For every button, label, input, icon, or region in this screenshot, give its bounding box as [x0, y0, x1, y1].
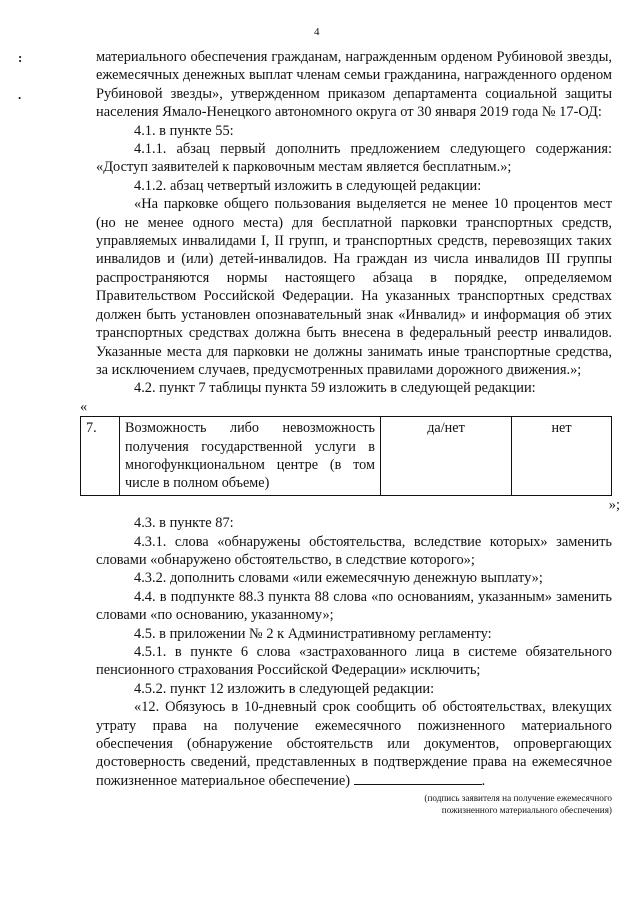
- paragraph: материального обеспечения гражданам, награжденным орденом Рубиновой звезды, ежемесячных денежных выплат членам семьи гражданина, награжденного орденом Рубиновой звезды», утвержденном приказом департамента социальной защиты населения Ямало-Ненецкого автономного округа от 30 января 2019 года № 17-ОД:: [96, 49, 612, 121]
- paragraph: 4.5.1. в пункте 6 слова «застрахованного лица в системе обязательного пенсионного страхования Российской Федерации» исключить;: [96, 644, 612, 679]
- paragraph: «На парковке общего пользования выделяется не менее 10 процентов мест (но не менее одного места) для бесплатной парковки транспортных средств, управляемых инвалидами I, II групп, и транспортных средств, перевозящих таких инвалидов и (или) детей-инвалидов. На граждан из числа инвалидов III группы распространяются нормы настоящего абзаца в порядке, определяемом Правительством Российской Федерации. На указанных транспортных средствах должен быть установлен опознавательный знак «Инвалид» и информация об этих транспортных средствах должна быть внесена в федеральный реестр инвалидов. Указанные места для парковки не должны занимать иные транспортные средства, за исключением случаев, предусмотренных правилами дорожного движения.»;: [96, 196, 612, 378]
- caption-line: пожизненного материального обеспечения): [441, 805, 612, 816]
- signature-caption: [96, 792, 612, 816]
- table-cell-options: да/нет: [381, 417, 512, 496]
- table-row: [81, 417, 612, 496]
- paragraph: 4.2. пункт 7 таблицы пункта 59 изложить в следующей редакции:: [134, 380, 536, 397]
- amendment-table: [80, 416, 612, 496]
- margin-mark: :: [18, 50, 23, 65]
- table-cell-description: Возможность либо невозможность получения государственной услуги в многофункциональном центре (в том числе в полном объеме): [120, 417, 381, 496]
- paragraph: 4.3.1. слова «обнаружены обстоятельства, вследствие которых» заменить словами «обнаружено обстоятельство, в следствие которого»;: [96, 533, 612, 568]
- paragraph: 4.1.1. абзац первый дополнить предложением следующего содержания: «Доступ заявителей к парковочным местам является бесплатным.»;: [96, 141, 612, 176]
- paragraph: 4.5.2. пункт 12 изложить в следующей редакции:: [134, 680, 435, 697]
- paragraph: 4.5. в приложении № 2 к Административному регламенту:: [134, 625, 492, 642]
- document-body: [80, 48, 620, 816]
- table-open-quote: «: [80, 398, 88, 415]
- table-cell-value: нет: [512, 417, 612, 496]
- paragraph: 4.1.2. абзац четвертый изложить в следующей редакции:: [134, 177, 482, 194]
- paragraph-text: «12. Обязуюсь в 10-дневный срок сообщить об обстоятельствах, влекущих утрату права на получение ежемесячного пожизненного материального обеспечения (обнаружение обстоятельств или документов, опровергающих достоверность сведений, представленных в подтверждение права на ежемесячное пожизненное материальное обеспечение): [96, 699, 612, 789]
- signature-end: .: [481, 772, 486, 789]
- table-cell-number: 7.: [81, 417, 120, 496]
- paragraph: 4.3. в пункте 87:: [134, 515, 234, 532]
- caption-line: (подпись заявителя на получение ежемесячного: [424, 793, 612, 804]
- page-number: 4: [314, 26, 320, 38]
- signature-paragraph: [96, 698, 612, 790]
- margin-mark: .: [18, 87, 22, 102]
- paragraph: 4.4. в подпункте 88.3 пункта 88 слова «по основаниям, указанным» заменить словами «по основанию, указанному»;: [96, 588, 612, 624]
- paragraph: 4.1. в пункте 55:: [134, 122, 234, 139]
- paragraph: 4.3.2. дополнить словами «или ежемесячную денежную выплату»;: [134, 570, 543, 587]
- table-close-quote: »;: [608, 496, 620, 513]
- signature-line: [354, 772, 482, 785]
